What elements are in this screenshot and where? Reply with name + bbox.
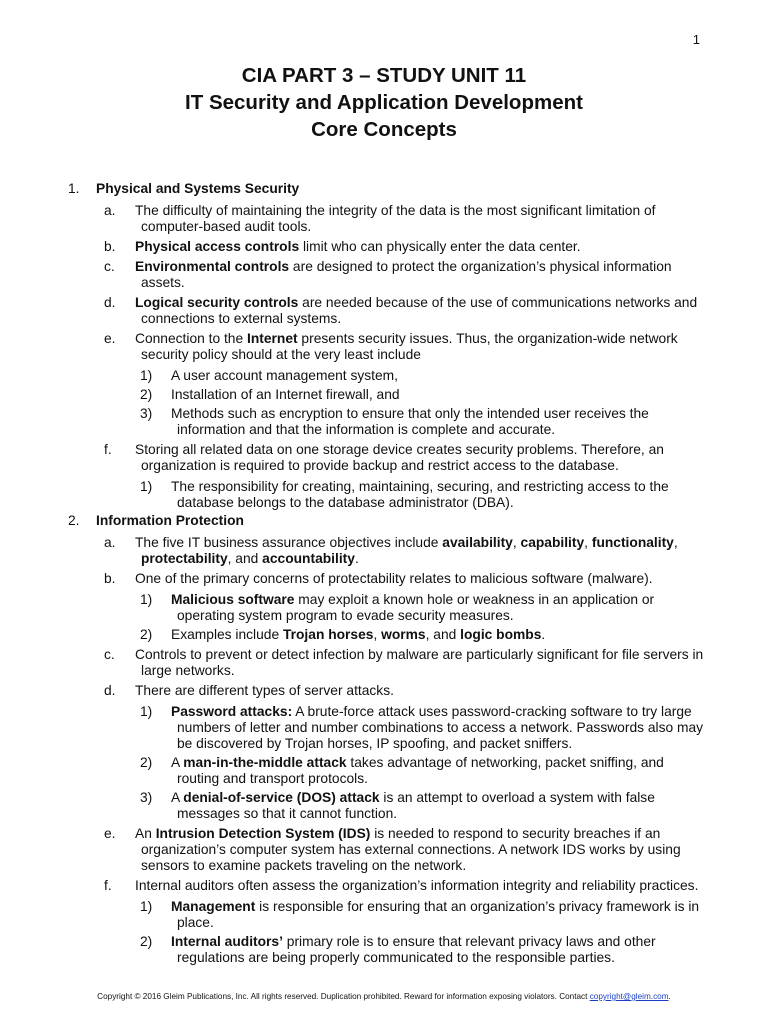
section-number: 1.: [68, 181, 80, 196]
item-text: [135, 203, 708, 235]
text-run: presents security issues. Thus, the organization-wide network security policy should at the very least include: [141, 331, 678, 362]
text-run: Examples include: [171, 627, 283, 642]
bold-term: denial-of-service (DOS) attack: [183, 790, 380, 805]
list-item: [68, 571, 708, 587]
text-run: is needed to respond to security breaches if an organization’s computer system has external connections. A network IDS works by using sensors to examine packets traveling on the network.: [141, 826, 681, 873]
section-title: Information Protection: [96, 513, 244, 528]
sub-item-text: [171, 387, 708, 403]
list-item: [68, 878, 708, 894]
list-item: [68, 259, 708, 291]
list-item: [68, 826, 708, 874]
item-text: [135, 878, 708, 894]
document-title: [0, 62, 768, 143]
text-run: The difficulty of maintaining the integrity of the data is the most significant limitation of computer-based audit tools.: [135, 203, 656, 234]
bold-term: functionality: [591, 535, 674, 550]
sub-list-item: [68, 479, 708, 511]
sub-list: [68, 704, 708, 822]
bold-term: man-in-the-middle attack: [183, 755, 347, 770]
text-run: , and: [227, 551, 263, 566]
text-run: limit who can physically enter the data center.: [299, 239, 581, 254]
item-text: [135, 331, 708, 363]
item-letter: c.: [104, 647, 115, 662]
text-run: A: [171, 790, 184, 805]
title-line-1: CIA PART 3 – STUDY UNIT 11: [241, 64, 527, 87]
footer-end: .: [668, 992, 671, 1001]
item-letter: f.: [104, 878, 112, 893]
text-run: .: [541, 627, 546, 642]
sub-item-number: 2): [140, 934, 153, 949]
text-run: Methods such as encryption to ensure that only the intended user receives the information and that the information is complete and accurate.: [171, 406, 649, 437]
sub-list-item: [68, 755, 708, 787]
sub-list-item: [68, 387, 708, 403]
sub-list: [68, 479, 708, 511]
page-number: 1: [692, 32, 700, 47]
bold-term: protectability: [141, 551, 228, 566]
text-run: A user account management system,: [171, 368, 398, 383]
sub-list-item: [68, 790, 708, 822]
list-item: [68, 683, 708, 699]
item-letter: d.: [104, 295, 116, 310]
copyright-footer: [0, 992, 768, 1001]
sub-list-item: [68, 627, 708, 643]
list-item: [68, 535, 708, 567]
item-text: [135, 239, 708, 255]
sub-item-text: [171, 704, 708, 752]
text-run: The five IT business assurance objectives include: [135, 535, 443, 550]
sub-item-number: 2): [140, 755, 153, 770]
item-letter: b.: [104, 239, 116, 254]
sub-list-item: [68, 704, 708, 752]
text-run: One of the primary concerns of protectability relates to malicious software (malware).: [135, 571, 653, 586]
sub-item-number: 2): [140, 387, 153, 402]
sub-item-number: 1): [140, 368, 153, 383]
item-letter: f.: [104, 442, 112, 457]
bold-term: Intrusion Detection System (IDS): [155, 826, 371, 841]
sub-list-item: [68, 368, 708, 384]
text-run: Controls to prevent or detect infection by malware are particularly significant for file servers in large networks.: [135, 647, 704, 678]
text-run: There are different types of server attacks.: [135, 683, 394, 698]
list-item: [68, 331, 708, 363]
text-run: is responsible for ensuring that an organization’s privacy framework is in place.: [177, 899, 700, 930]
item-letter: b.: [104, 571, 116, 586]
text-run: Storing all related data on one storage device creates security problems. Therefore, an organization is required to provide backup and restrict access to the database.: [135, 442, 664, 473]
bold-term: Logical security controls: [135, 295, 299, 310]
text-run: is an attempt to overload a system with false messages so that it cannot function.: [177, 790, 655, 821]
title-line-3: Core Concepts: [311, 118, 457, 141]
text-run: Connection to the: [135, 331, 247, 346]
sub-list: [68, 592, 708, 643]
list-item: [68, 203, 708, 235]
sub-item-text: [171, 406, 708, 438]
text-run: ,: [373, 627, 382, 642]
text-run: may exploit a known hole or weakness in an application or operating system program to evade security measures.: [177, 592, 655, 623]
text-run: are needed because of the use of communications networks and connections to external systems.: [141, 295, 698, 326]
item-text: [135, 442, 708, 474]
sub-list-item: [68, 592, 708, 624]
sub-item-text: [171, 899, 708, 931]
bold-term: Management: [171, 899, 256, 914]
text-run: ,: [584, 535, 592, 550]
bold-term: logic bombs: [460, 627, 542, 642]
bold-term: capability: [520, 535, 585, 550]
text-run: are designed to protect the organization’s physical information assets.: [141, 259, 672, 290]
copyright-email-link[interactable]: copyright@gleim.com: [589, 992, 669, 1001]
text-run: primary role is to ensure that relevant privacy laws and other regulations are being properly communicated to the responsible parties.: [177, 934, 656, 965]
text-run: A: [171, 755, 184, 770]
item-text: [135, 535, 708, 567]
sub-item-text: [171, 479, 708, 511]
sub-item-number: 1): [140, 479, 153, 494]
bold-term: accountability: [262, 551, 355, 566]
bold-term: Internet: [247, 331, 298, 346]
bold-term: worms: [381, 627, 426, 642]
bold-term: Trojan horses: [282, 627, 374, 642]
text-run: A brute-force attack uses password-cracking software to try large numbers of letter and number combinations to access a network. Passwords also may be discovered by Trojan horses, IP spoofing, and packet sniffers.: [177, 704, 704, 751]
item-letter: c.: [104, 259, 115, 274]
text-run: Installation of an Internet firewall, and: [171, 387, 400, 402]
text-run: ,: [512, 535, 521, 550]
item-text: [135, 295, 708, 327]
item-text: [135, 259, 708, 291]
document-body: [68, 181, 708, 968]
text-run: An: [135, 826, 156, 841]
sub-item-text: [171, 368, 708, 384]
text-run: ,: [673, 535, 678, 550]
section-title: Physical and Systems Security: [96, 181, 300, 196]
item-letter: a.: [104, 535, 116, 550]
section-number: 2.: [68, 513, 80, 528]
item-text: [135, 571, 708, 587]
item-letter: a.: [104, 203, 116, 218]
sub-item-number: 3): [140, 406, 153, 421]
sub-item-number: 1): [140, 704, 153, 719]
bold-term: Malicious software: [171, 592, 295, 607]
text-run: Internal auditors often assess the organization’s information integrity and reliability practices.: [135, 878, 699, 893]
sub-item-text: [171, 755, 708, 787]
sub-item-text: [171, 592, 708, 624]
sub-item-text: [171, 627, 708, 643]
bold-term: Password attacks:: [171, 704, 293, 719]
item-text: [135, 647, 708, 679]
bold-term: Environmental controls: [135, 259, 290, 274]
item-text: [135, 683, 708, 699]
sub-list-item: [68, 934, 708, 966]
text-run: The responsibility for creating, maintaining, securing, and restricting access to the database belongs to the database administrator (DBA).: [171, 479, 669, 510]
list-item: [68, 295, 708, 327]
footer-text: Copyright © 2016 Gleim Publications, Inc. All rights reserved. Duplication prohibited. Reward for information exposing violators. Contact: [97, 992, 590, 1001]
sub-item-text: [171, 934, 708, 966]
title-line-2: IT Security and Application Development: [185, 91, 583, 114]
list-item: [68, 442, 708, 474]
text-run: takes advantage of networking, packet sniffing, and routing and transport protocols.: [177, 755, 664, 786]
item-letter: e.: [104, 331, 116, 346]
text-run: .: [354, 551, 359, 566]
bold-term: Physical access controls: [135, 239, 300, 254]
bold-term: Internal auditors’: [171, 934, 283, 949]
item-letter: d.: [104, 683, 116, 698]
item-text: [135, 826, 708, 874]
bold-term: availability: [442, 535, 513, 550]
sub-list: [68, 899, 708, 966]
sub-item-number: 3): [140, 790, 153, 805]
sub-item-number: 1): [140, 592, 153, 607]
section: [68, 513, 708, 529]
sub-list-item: [68, 406, 708, 438]
text-run: , and: [425, 627, 461, 642]
item-letter: e.: [104, 826, 116, 841]
sub-item-number: 2): [140, 627, 153, 642]
list-item: [68, 239, 708, 255]
sub-item-number: 1): [140, 899, 153, 914]
section: [68, 181, 708, 197]
sub-list: [68, 368, 708, 438]
sub-list-item: [68, 899, 708, 931]
list-item: [68, 647, 708, 679]
sub-item-text: [171, 790, 708, 822]
